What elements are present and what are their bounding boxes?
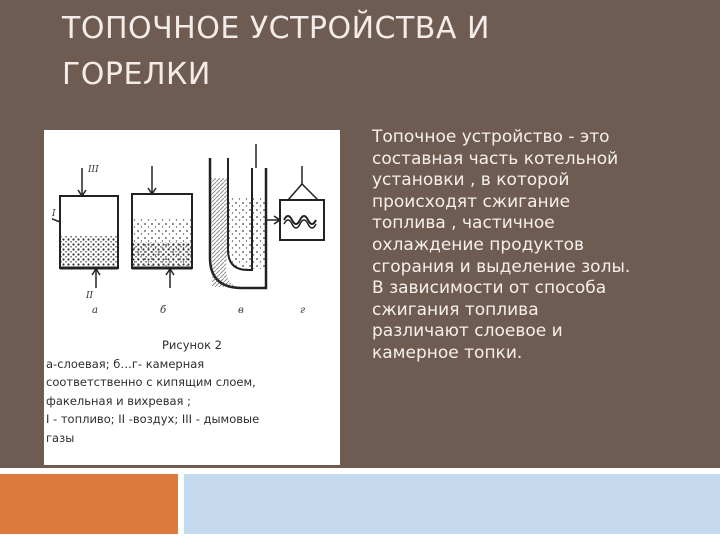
- caption-line: I - топливо; II -воздух; III - дымовые: [46, 412, 260, 426]
- body-text: [372, 127, 712, 365]
- body-line: Топочное устройство - это: [372, 127, 610, 147]
- label-v: в: [238, 305, 244, 316]
- body-line: В зависимости от способа: [372, 278, 607, 299]
- label-roman-2: II: [86, 291, 94, 301]
- caption-line: факельная и вихревая ;: [46, 393, 192, 408]
- label-roman-3: III: [88, 165, 99, 175]
- caption-title: Рисунок 2: [161, 338, 222, 352]
- body-line: происходят сжигание: [372, 191, 571, 212]
- slide-title-line-2: ГОРЕЛКИ: [62, 57, 211, 92]
- body-line: различают слоевое и: [372, 321, 563, 342]
- furnace-a: [52, 168, 118, 288]
- slide-title: [62, 6, 622, 98]
- body-line: топлива , частичное: [372, 213, 555, 234]
- accent-bar-blue: [184, 474, 720, 534]
- caption-line: соответственно с кипящим слоем,: [46, 375, 256, 389]
- label-g: г: [300, 305, 306, 316]
- furnace-g: [266, 166, 324, 240]
- furnace-v: [210, 144, 266, 288]
- label-roman-1: I: [52, 209, 56, 219]
- caption-line: газы: [46, 430, 75, 445]
- furnace-diagram: [52, 138, 332, 328]
- body-line: сгорания и выделение золы.: [372, 256, 631, 277]
- body-line: сжигания топлива: [372, 299, 539, 320]
- furnace-b: [132, 166, 192, 288]
- caption-line: а-слоевая; б…г- камерная: [46, 356, 205, 371]
- figure: [44, 130, 340, 465]
- label-a: а: [92, 305, 98, 316]
- accent-bar-orange: [0, 474, 178, 534]
- body-line: установки , в которой: [372, 170, 570, 191]
- figure-caption: [46, 336, 338, 447]
- label-b: б: [160, 305, 167, 316]
- body-line: составная часть котельной: [372, 148, 619, 169]
- body-line: охлаждение продуктов: [372, 234, 585, 255]
- slide-title-line-1: ТОПОЧНОЕ УСТРОЙСТВА И: [62, 11, 490, 46]
- body-line: камерное топки.: [372, 342, 523, 363]
